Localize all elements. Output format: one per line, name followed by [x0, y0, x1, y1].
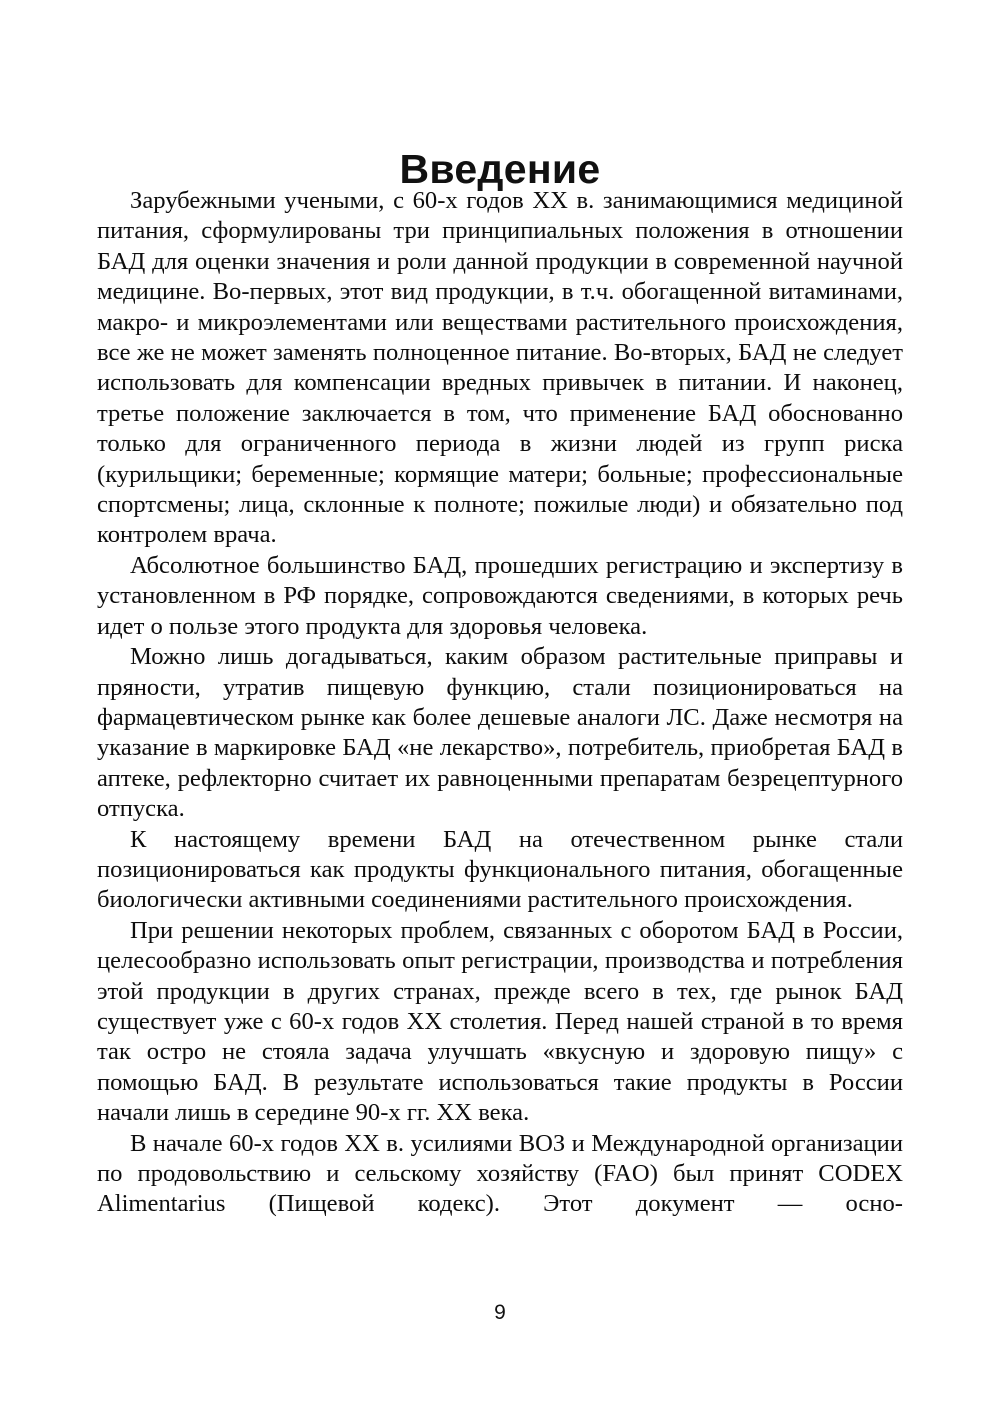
- paragraph: Зарубежными учеными, с 60-х годов XX в. занимающимися медициной питания, сформулированы три принципиальных положения в отношении БАД для оценки значения и роли данной продукции в современной научной медицине. Во-первых, этот вид продукции, в т.ч. обогащенной витаминами, макро- и микроэлементами или веществами растительного происхождения, все же не может заменять полноценное питание. Во-вторых, БАД не следует использовать для компенсации вредных привычек в питании. И наконец, третье положение заключается в том, что применение БАД обоснованно только для ограниченного периода в жизни людей из групп риска (курильщики; беременные; кормящие матери; больные; профессиональные спортсмены; лица, склонные к полноте; пожилые люди) и обязательно под контролем врача.: [97, 187, 903, 549]
- paragraph: При решении некоторых проблем, связанных с оборотом БАД в России, целесообразно использовать опыт регистрации, производства и потребления этой продукции в других странах, прежде всего в тех, где рынок БАД существует уже с 60-х годов XX столетия. Перед нашей страной в то время так остро не стояла задача улучшать «вкусную и здоровую пищу» с помощью БАД. В результате использоваться такие продукты в России начали лишь в середине 90-х гг. XX века.: [97, 916, 903, 1127]
- paragraph: Можно лишь догадываться, каким образом растительные приправы и пряности, утратив пищевую функцию, стали позиционироваться на фармацевтическом рынке как более дешевые аналоги ЛС. Даже несмотря на указание в маркировке БАД «не лекарство», потребитель, приобретая БАД в аптеке, рефлекторно считает их равноценными препаратам безрецептурного отпуска.: [97, 643, 903, 823]
- body-text-block: [97, 186, 903, 1220]
- paragraph: Абсолютное большинство БАД, прошедших регистрацию и экспертизу в установленном в РФ порядке, сопровождаются сведениями, в которых речь идет о пользе этого продукта для здоровья человека.: [97, 551, 903, 640]
- paragraph: К настоящему времени БАД на отечественном рынке стали позиционироваться как продукты функционального питания, обогащенные биологически активными соединениями растительного происхождения.: [97, 825, 903, 914]
- paragraph: В начале 60-х годов XX в. усилиями ВОЗ и Международной организации по продовольствию и сельскому хозяйству (FAO) был принят CODEX Alimentarius (Пищевой кодекс). Этот документ — осно-: [97, 1129, 903, 1218]
- page-number: 9: [494, 1301, 506, 1324]
- page-title: Введение: [399, 146, 601, 193]
